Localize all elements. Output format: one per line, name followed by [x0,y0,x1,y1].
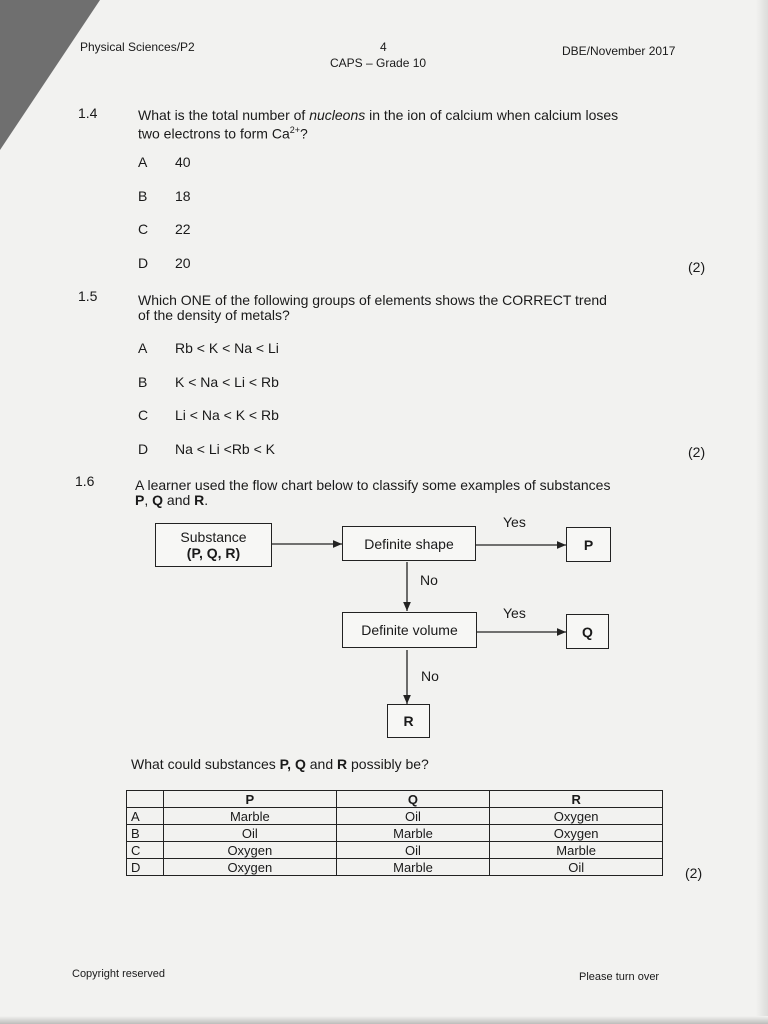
flow-label-no: No [420,572,438,588]
flow-box-p: P [566,527,611,562]
table-cell: Marble [164,808,337,825]
question-text-line: two electrons to form $Ca^{2+}$? [138,125,308,142]
table-cell: B [127,825,164,842]
flow-label-yes: Yes [503,605,526,621]
header-grade: CAPS – Grade 10 [330,56,427,70]
marks-label: (2) [688,444,706,460]
option-text: Rb < K < Na < Li [175,340,279,356]
option-text: Na < Li <Rb < K [175,441,276,457]
table-prompt: What could substances P, Q and R possibly be? [131,756,429,772]
option-text: Li < Na < K < Rb [175,407,279,423]
table-row [127,808,663,825]
option-letter: A [138,340,148,356]
question-text-line: What is the total number of nucleons in the ion of calcium when calcium loses [138,107,619,123]
flow-label-yes: Yes [503,514,526,530]
footer-copyright: Copyright reserved [72,968,165,980]
table-header-cell: R [490,791,663,808]
flow-label-no: No [421,668,439,684]
flow-box-substance [155,523,272,567]
flow-substance-items: (P, Q, R) [186,545,241,561]
table-cell: Oxygen [164,842,337,859]
question-text-line: P, Q and R. [135,492,209,508]
table-cell: Marble [490,842,663,859]
table-header-row [127,791,663,808]
flow-box-definite-volume: Definite volume [342,612,477,648]
option-letter: D [138,255,149,271]
table-header-cell [127,791,164,808]
question-number: 1.6 [75,473,95,489]
question-number: 1.4 [78,105,98,121]
table-cell: Marble [336,825,490,842]
flow-box-q: Q [566,614,609,649]
answer-table [126,790,663,876]
table-header-cell: Q [336,791,490,808]
table-row [127,842,663,859]
option-letter: B [138,374,148,390]
table-cell: Oxygen [164,859,337,876]
table-cell: Oil [336,842,490,859]
option-letter: C [138,407,149,423]
option-letter: C [138,221,149,237]
question-text-line: A learner used the flow chart below to classify some examples of substances [135,477,611,493]
option-text: K < Na < Li < Rb [175,374,279,390]
table-cell: Oxygen [490,825,663,842]
table-cell: Oxygen [490,808,663,825]
option-letter: B [138,188,148,204]
table-cell: Marble [336,859,490,876]
header-date: DBE/November 2017 [562,44,676,58]
option-letter: D [138,441,149,457]
table-cell: D [127,859,164,876]
marks-label: (2) [688,259,706,275]
table-cell: Oil [336,808,490,825]
flow-box-definite-shape: Definite shape [342,526,476,561]
marks-label: (2) [685,865,703,881]
footer-turn-over: Please turn over [579,971,660,983]
table-cell: A [127,808,164,825]
table-row [127,825,663,842]
table-header-cell: P [164,791,337,808]
header-page-number: 4 [380,40,387,54]
flow-substance-label: Substance [180,529,247,545]
question-text-line: of the density of metals? [138,307,290,323]
question-number: 1.5 [78,288,98,304]
option-text: 40 [175,154,191,170]
option-text: 20 [175,255,191,271]
header-subject: Physical Sciences/P2 [80,40,195,54]
option-text: 18 [175,188,191,204]
table-cell: Oil [164,825,337,842]
flow-box-r: R [387,704,430,738]
option-letter: A [138,154,148,170]
table-cell: Oil [490,859,663,876]
table-row [127,859,663,876]
table-cell: C [127,842,164,859]
option-text: 22 [175,221,191,237]
question-text-line: Which ONE of the following groups of elements shows the CORRECT trend [138,292,607,308]
